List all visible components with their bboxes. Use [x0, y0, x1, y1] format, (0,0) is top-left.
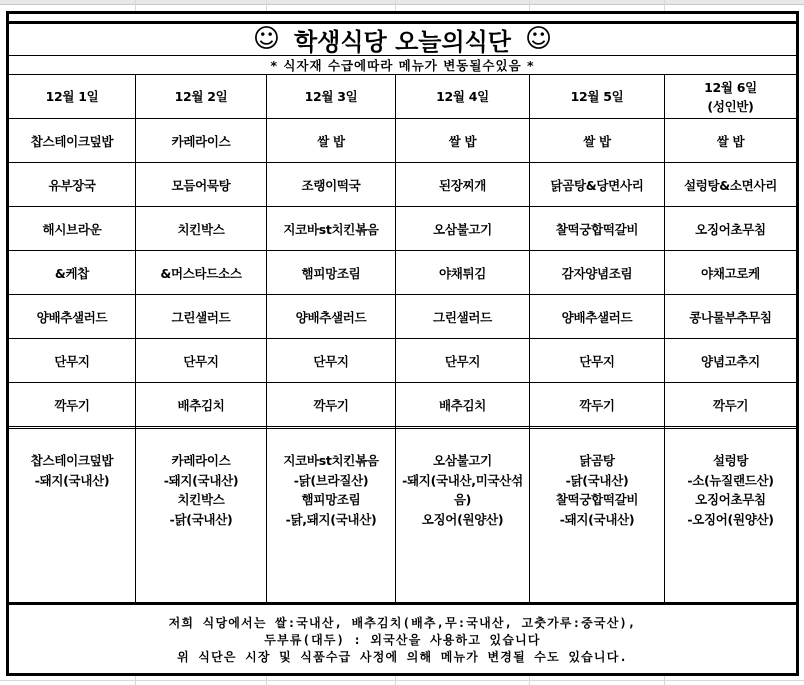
menu-item: 양배추샐러드 [36, 309, 108, 325]
footer-line: 두부류(대두) : 외국산을 사용하고 있습니다 [264, 632, 541, 647]
menu-item: 단무지 [54, 353, 90, 369]
origin-line: 음) [453, 492, 472, 507]
origin-line: 찰떡궁합떡갈비 [555, 492, 639, 507]
origin-info-day-1 [9, 429, 135, 602]
date-header-day-3 [267, 75, 395, 118]
page-title-text: 학생식당 오늘의식단 [293, 27, 511, 56]
origin-line: -돼지(국내산,미국산섞 [402, 472, 523, 488]
origin-line: -닭(국내산) [169, 511, 233, 527]
footer-line: 위 식단은 시장 및 식품수급 사정에 의해 메뉴가 변경될 수도 있습니다. [177, 649, 628, 664]
origin-line: 카레라이스 [171, 453, 231, 468]
menu-item: &머스타드소스 [160, 265, 242, 281]
origin-line: -닭(국내산) [565, 472, 629, 488]
menu-item: 단무지 [444, 353, 481, 369]
date-label: 12월 4일 [436, 89, 489, 104]
menu-item: 콩나물부추무침 [689, 309, 772, 325]
footer-line: 저희 식당에서는 쌀:국내산, 배추김치(배추,무:국내산, 고춧가루:중국산), [168, 615, 637, 630]
page-title [9, 23, 796, 55]
menu-item: 카레라이스 [171, 133, 231, 149]
date-note: (성인반) [707, 98, 754, 114]
double-divider [6, 426, 799, 427]
origin-line: -소(뉴질랜드산) [687, 472, 774, 488]
menu-item: 그린샐러드 [171, 309, 231, 325]
menu-item: 야채튀김 [438, 265, 487, 281]
menu-item: 찰떡궁합떡갈비 [555, 221, 639, 237]
origin-line: -돼지(국내산) [559, 511, 635, 527]
menu-item: 찹스테이크덮밥 [30, 133, 114, 149]
menu-item: 조랭이떡국 [301, 177, 361, 193]
date-header-day-6 [665, 75, 796, 118]
origin-line: -닭,돼지(국내산) [285, 511, 377, 527]
frame-border-right [796, 11, 799, 676]
menu-item: 쌀 밥 [317, 133, 345, 149]
menu-item: 유부장국 [48, 177, 96, 193]
menu-item: 쌀 밥 [716, 133, 745, 149]
menu-item: 단무지 [313, 353, 349, 369]
origin-line: 오삼불고기 [433, 453, 492, 468]
menu-item: 깍두기 [313, 397, 349, 413]
menu-item: 감자양념조림 [561, 265, 633, 281]
frame-border-top [6, 11, 799, 14]
origin-info-day-4 [396, 429, 529, 602]
date-label: 12월 2일 [174, 89, 228, 104]
origin-line: 지코바st치킨볶음 [283, 453, 379, 468]
date-header-day-5 [530, 75, 664, 118]
origin-line: -돼지(국내산) [34, 472, 110, 488]
origin-line: 햄피망조림 [301, 492, 361, 507]
date-label: 12월 1일 [45, 89, 99, 104]
origin-line: 오징어초무침 [695, 492, 766, 507]
origin-line: 닭곰탕 [579, 453, 615, 468]
date-label: 12월 5일 [570, 89, 624, 104]
menu-item: 양념고추지 [701, 353, 760, 369]
menu-item: 쌀 밥 [583, 133, 611, 149]
menu-item: 양배추샐러드 [561, 309, 633, 325]
menu-item: 배추김치 [438, 397, 487, 413]
menu-item: 오삼불고기 [433, 221, 492, 237]
origin-line: -돼지(국내산) [163, 472, 239, 488]
date-header-day-4 [396, 75, 529, 118]
date-header-day-1 [9, 75, 135, 118]
origin-info-day-6 [665, 429, 796, 602]
menu-item: 양배추샐러드 [295, 309, 367, 325]
menu-item: 해시브라운 [42, 221, 102, 237]
gridline [0, 680, 804, 681]
menu-item: 된장찌개 [438, 177, 487, 193]
origin-notice-footer [9, 606, 796, 674]
menu-item: 단무지 [579, 353, 615, 369]
footer-divider [6, 602, 799, 605]
origin-info-day-2 [136, 429, 266, 602]
menu-item: 모듬어묵탕 [171, 177, 231, 193]
date-label: 12월 6일 [704, 79, 757, 95]
menu-item: 설렁탕&소면사리 [683, 177, 778, 193]
origin-line: 치킨박스 [177, 492, 225, 507]
smiley-icon: ☺ [252, 24, 280, 54]
menu-item: 깍두기 [712, 397, 749, 413]
menu-item: 치킨박스 [177, 221, 225, 237]
menu-item: 닭곰탕&당면사리 [550, 177, 644, 193]
smiley-icon: ☺ [525, 24, 553, 54]
menu-item: &케찹 [54, 265, 90, 281]
menu-item: 그린샐러드 [433, 309, 492, 325]
menu-item: 배추김치 [177, 397, 225, 413]
origin-info-day-5 [530, 429, 664, 602]
origin-info-day-3 [267, 429, 395, 602]
menu-item: 깍두기 [54, 397, 90, 413]
date-label: 12월 3일 [304, 89, 358, 104]
origin-line: -닭(브라질산) [293, 472, 369, 488]
menu-item: 지코바st치킨볶음 [283, 221, 379, 237]
menu-item: 단무지 [183, 353, 219, 369]
menu-item: 햄피망조림 [301, 265, 361, 281]
origin-line: 찹스테이크덮밥 [30, 453, 114, 468]
origin-line: -오징어(원양산) [687, 511, 774, 527]
notice-subtitle: * 식자재 수급에따라 메뉴가 변동될수있음 * [270, 58, 535, 73]
spreadsheet-header-strip [0, 0, 804, 5]
menu-item: 야채고로케 [701, 265, 760, 281]
menu-item: 오징어초무침 [695, 221, 766, 237]
date-header-day-2 [136, 75, 266, 118]
menu-item: 쌀 밥 [448, 133, 477, 149]
origin-line: 오징어(원양산) [421, 511, 504, 527]
origin-line: 설렁탕 [712, 453, 749, 468]
menu-item: 깍두기 [579, 397, 615, 413]
